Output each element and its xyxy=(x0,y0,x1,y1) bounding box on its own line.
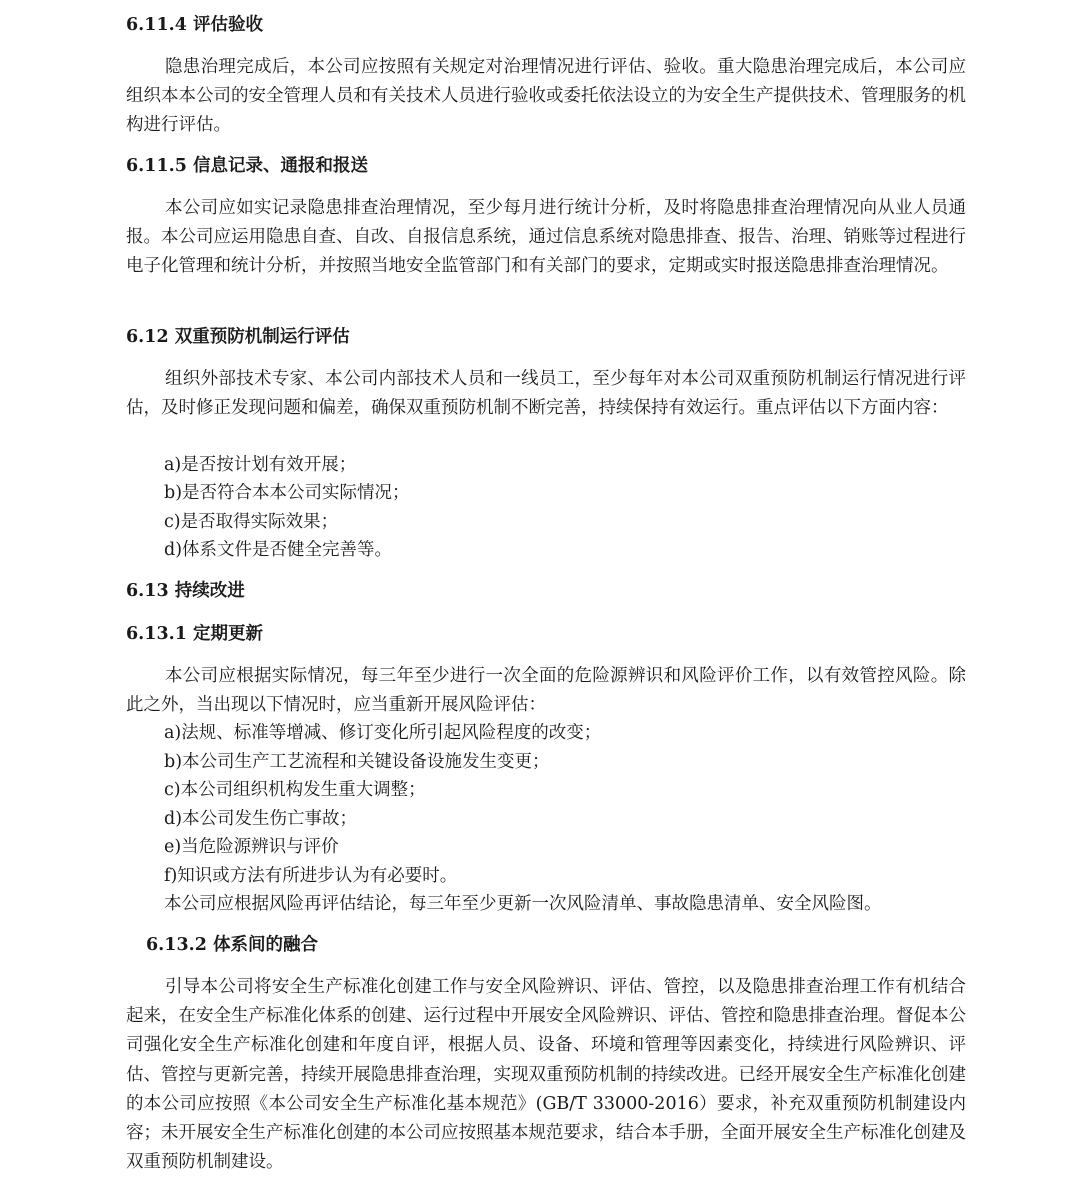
paragraph-6-11-5: 本公司应如实记录隐患排查治理情况，至少每月进行统计分析，及时将隐患排查治理情况向从业人员通报。本公司应运用隐患自查、自改、自报信息系统，通过信息系统对隐患排查、报告、治理、销账等过程进行电子化管理和统计分析，并按照当地安全监管部门和有关部门的要求，定期或实时报送隐患排查治理情况。 xyxy=(126,198,966,277)
list-item: b)是否符合本本公司实际情况； xyxy=(164,483,410,503)
list-item: a)法规、标准等增减、修订变化所引起风险程度的改变； xyxy=(164,723,602,743)
heading-6-13-2: 6.13.2 体系间的融合 xyxy=(146,935,318,955)
list-item: b)本公司生产工艺流程和关键设备设施发生变更； xyxy=(164,752,550,772)
heading-6-11-4: 6.11.4 评估验收 xyxy=(126,15,263,35)
list-item: f)知识或方法有所进步认为有必要时。 xyxy=(164,866,458,886)
paragraph-6-13-2: 引导本公司将安全生产标准化创建工作与安全风险辨识、评估、管控，以及隐患排查治理工作有机结合起来，在安全生产标准化体系的创建、运行过程中开展安全风险辨识、评估、管控和隐患排查治理。督促本公司强化安全生产标准化创建和年度自评，根据人员、设备、环境和管理等因素变化，持续进行风险辨识、评估、管控与更新完善，持续开展隐患排查治理，实现双重预防机制的持续改进。已经开展安全生产标准化创建的本公司应按照《本公司安全生产标准化基本规范》(GB/T 33000-2016）要求，补充双重预防机制建设内容；未开展安全生产标准化创建的本公司应按照基本规范要求，结合本手册，全面开展安全生产标准化创建及双重预防机制建设。 xyxy=(126,977,966,1173)
heading-6-13: 6.13 持续改进 xyxy=(126,581,245,601)
list-item: d)本公司发生伤亡事故； xyxy=(164,809,358,829)
paragraph-6-13-1: 本公司应根据实际情况，每三年至少进行一次全面的危险源辨识和风险评价工作，以有效管控风险。除此之外，当出现以下情况时，应当重新开展风险评估： xyxy=(126,666,966,716)
heading-6-12: 6.12 双重预防机制运行评估 xyxy=(126,327,350,347)
list-item: a)是否按计划有效开展； xyxy=(164,455,357,475)
paragraph-6-12: 组织外部技术专家、本公司内部技术人员和一线员工，至少每年对本公司双重预防机制运行情况进行评估，及时修正发现问题和偏差，确保双重预防机制不断完善，持续保持有效运行。重点评估以下方面内容： xyxy=(126,369,966,419)
list-item: d)体系文件是否健全完善等。 xyxy=(164,540,393,560)
heading-6-11-5: 6.11.5 信息记录、通报和报送 xyxy=(126,156,368,176)
closing-sentence: 本公司应根据风险再评估结论，每三年至少更新一次风险清单、事故隐患清单、安全风险图。 xyxy=(164,894,882,914)
list-item: c)本公司组织机构发生重大调整； xyxy=(164,780,426,800)
heading-6-13-1: 6.13.1 定期更新 xyxy=(126,624,263,644)
list-item: c)是否取得实际效果； xyxy=(164,512,339,532)
list-item: e)当危险源辨识与评价 xyxy=(164,837,339,857)
paragraph-6-11-4: 隐患治理完成后，本公司应按照有关规定对治理情况进行评估、验收。重大隐患治理完成后，本公司应组织本本公司的安全管理人员和有关技术人员进行验收或委托依法设立的为安全生产提供技术、管理服务的机构进行评估。 xyxy=(126,57,966,136)
